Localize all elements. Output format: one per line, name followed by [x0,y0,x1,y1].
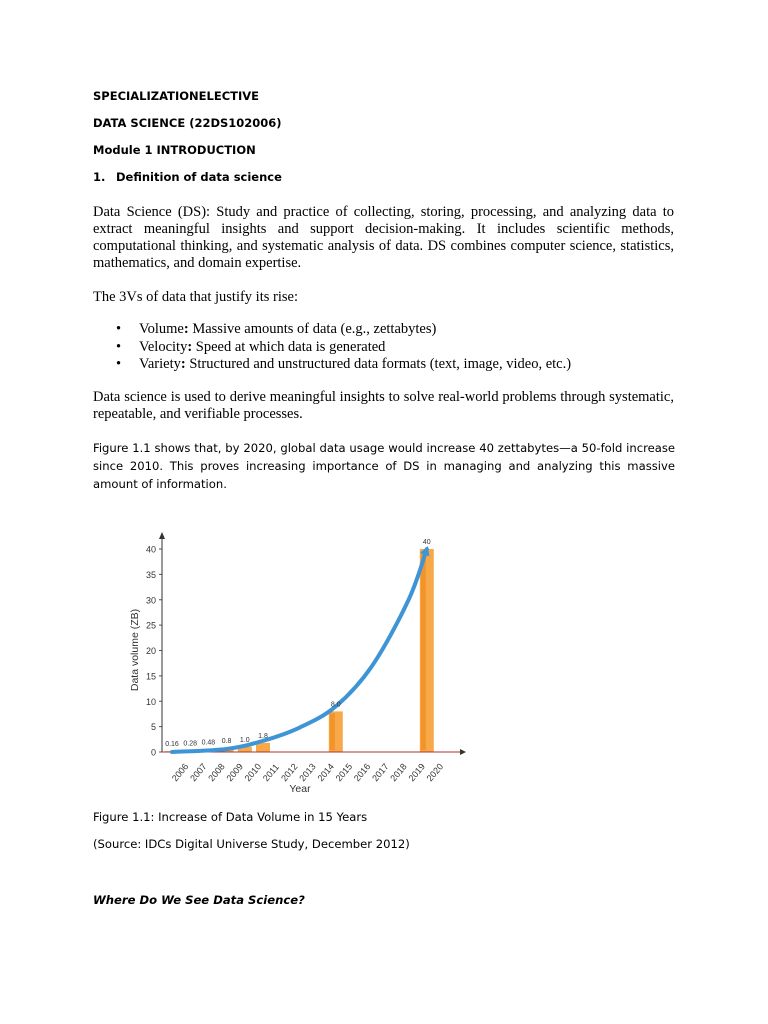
list-item [93,356,674,374]
bullet-text: Structured and unstructured data formats (text, image, video, etc.) [185,356,572,372]
specialization-heading: SPECIALIZATIONELECTIVE [93,89,260,103]
three-vs-intro: The 3Vs of data that justify its rise: [93,289,298,305]
x-tick-label: 2006 [169,761,191,784]
chart-axes [129,532,466,795]
y-tick-label: 10 [145,696,156,707]
bullet-colon: : [183,321,189,337]
definition-paragraph: Data Science (DS): Study and practice of collecting, storing, processing, and analyzing data to extract meaningful insights and support decision-making. It includes scientific methods, computational thinking, and systematic analysis of data. DS combines computer science, statistics, mathematics, and domain expertise. [93,204,674,271]
bar-data-label: 8.0 [330,701,341,709]
y-tick-label: 35 [145,569,156,580]
x-tick-label: 2020 [424,761,446,784]
figure-source: (Source: IDCs Digital Universe Study, December 2012) [93,837,410,851]
x-tick-label: 2019 [406,761,428,784]
three-vs-list [93,321,674,374]
x-tick-label: 2007 [188,761,209,784]
x-tick-label: 2016 [351,761,373,784]
bullet-term: Velocity [139,338,188,355]
y-tick-label: 25 [145,620,156,631]
x-tick-label: 2009 [224,761,246,784]
course-heading: DATA SCIENCE (22DS102006) [93,116,282,130]
chart-labels [165,539,431,748]
bullet-colon: : [187,338,193,355]
bar-shade [421,551,426,750]
figure-intro-paragraph: Figure 1.1 shows that, by 2020, global data usage would increase 40 zettabytes—a 50-fold increase since 2010. This proves increasing importance of DS in managing and analyzing this massive amount of information. [93,441,675,491]
bar-data-label: 0.48 [201,739,216,747]
where-heading: Where Do We See Data Science? [93,893,305,907]
x-tick-label: 2012 [279,761,300,784]
trend-curve [172,549,427,752]
x-tick-label: 2013 [297,761,318,784]
bar-data-label: 0.28 [183,740,198,748]
y-tick-label: 30 [145,595,156,606]
chart-trend [172,546,429,752]
section-heading [93,170,282,184]
x-tick-label: 2011 [260,762,281,784]
y-axis-arrow [159,532,165,539]
bullet-term: Volume [139,321,184,337]
x-tick-label: 2010 [242,761,264,784]
x-tick-label: 2008 [206,761,227,784]
x-tick-label: 2015 [333,761,355,784]
list-item [93,339,674,357]
bar-data-label: 40 [422,539,431,546]
bullet-colon: : [180,356,186,372]
list-item [93,321,674,339]
y-tick-label: 40 [145,544,156,555]
usage-paragraph: Data science is used to derive meaningful insights to solve real-world problems through systematic, repeatable, and verifiable processes. [93,389,674,422]
x-tick-label: 2018 [388,761,409,784]
x-axis-title: Year [289,783,311,795]
bullet-text: Speed at which data is generated [192,338,386,355]
bar-shade [330,713,335,750]
x-axis-arrow [460,749,466,755]
bullet-text: Massive amounts of data (e.g., zettabytes) [188,321,437,337]
bar-data-label: 0.8 [221,737,232,745]
y-tick-label: 5 [150,722,156,733]
bar-data-label: 1.0 [239,736,250,744]
y-tick-label: 20 [145,646,156,656]
module-heading: Module 1 INTRODUCTION [93,143,256,157]
y-tick-label: 15 [145,671,156,682]
section-number: 1. [93,170,106,184]
section-title: Definition of data science [116,170,282,184]
chart-bars [165,549,434,752]
x-tick-label: 2017 [370,761,391,784]
bar-data-label: 1.8 [258,732,268,740]
figure-caption: Figure 1.1: Increase of Data Volume in 15 Years [93,810,368,824]
x-tick-label: 2014 [315,761,337,784]
bar-data-label: 0.16 [165,741,179,749]
bullet-term: Variety [139,356,181,372]
y-axis-title: Data volume (ZB) [129,608,141,692]
data-volume-chart [120,530,480,800]
y-tick-label: 0 [150,747,156,758]
